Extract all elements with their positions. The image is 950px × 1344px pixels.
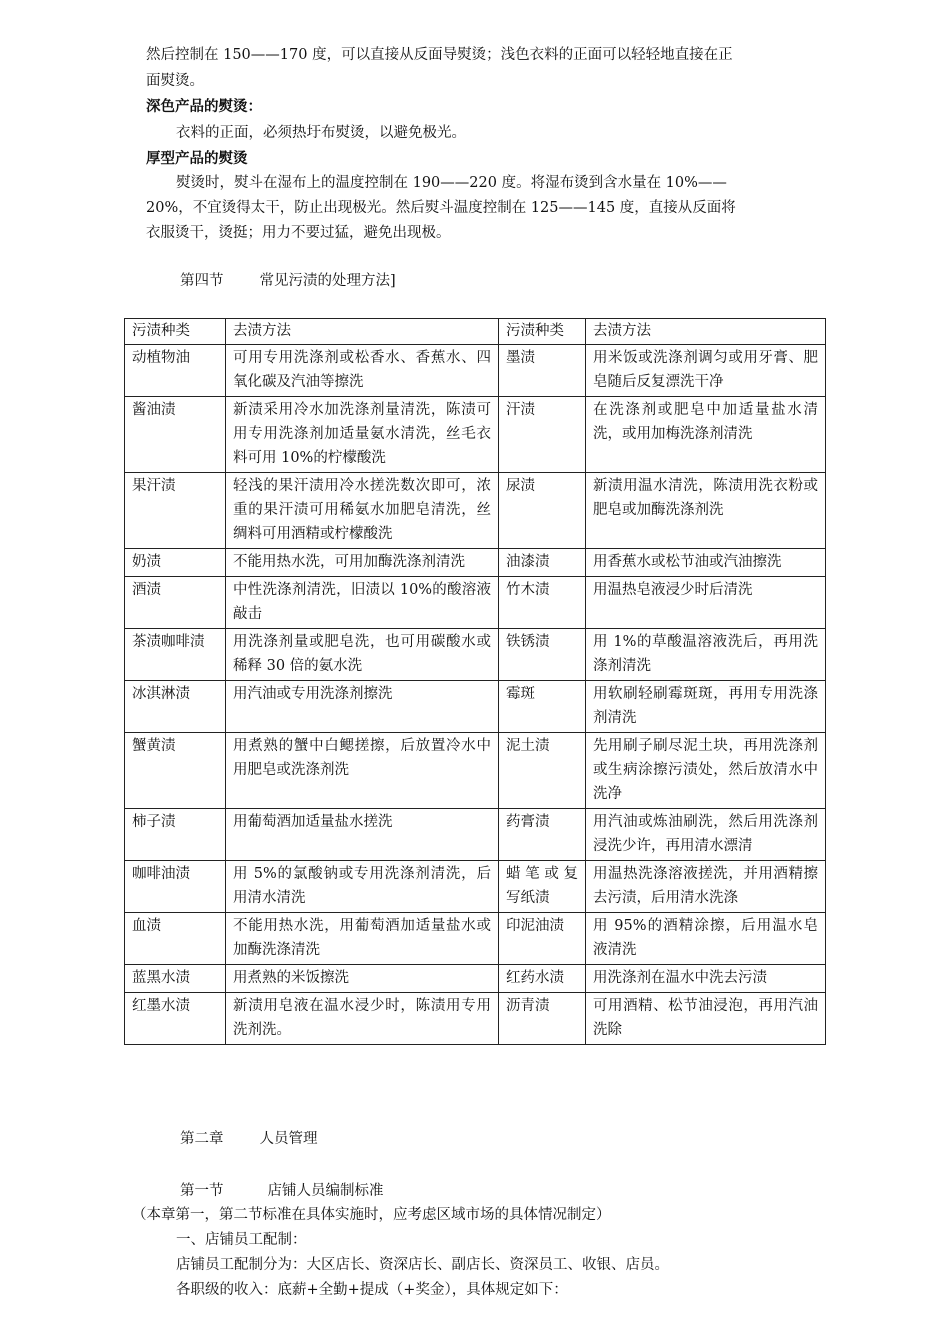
thick-fabric-line-2: 20%，不宜烫得太干，防止出现极光。然后熨斗温度控制在 125——145 度，直接从反面将 xyxy=(146,200,736,216)
stain-table-body xyxy=(125,319,826,1045)
stain-type-cell: 茶渍咖啡渍 xyxy=(125,629,226,681)
header-stain-type: 污渍种类 xyxy=(499,319,586,345)
table-row xyxy=(125,345,826,397)
section-1-title: 店铺人员编制标准 xyxy=(267,1183,384,1199)
chapter-2-number: 第二章 xyxy=(180,1131,224,1147)
header-removal-method: 去渍方法 xyxy=(586,319,826,345)
removal-method-cell: 用葡萄酒加适量盐水搓洗 xyxy=(226,809,499,861)
stain-type-cell: 蟹黄渍 xyxy=(125,733,226,809)
table-row xyxy=(125,549,826,577)
dark-fabric-text: 衣料的正面，必须热圩布熨烫，以避免极光。 xyxy=(176,125,466,141)
removal-method-cell: 用软刷轻刷霉斑斑，再用专用洗涤剂清洗 xyxy=(586,681,826,733)
table-row xyxy=(125,809,826,861)
removal-method-cell: 在洗涤剂或肥皂中加适量盐水清洗，或用加梅洗涤剂清洗 xyxy=(586,397,826,473)
table-row xyxy=(125,473,826,549)
removal-method-cell: 不能用热水洗，用葡萄酒加适量盐水或加酶洗涤清洗 xyxy=(226,913,499,965)
stain-type-cell: 动植物油 xyxy=(125,345,226,397)
removal-method-cell: 用洗涤剂在温水中洗去污渍 xyxy=(586,965,826,993)
removal-method-cell: 新渍用温水清洗，陈渍用洗衣粉或肥皂或加酶洗涤剂洗 xyxy=(586,473,826,549)
table-header-row xyxy=(125,319,826,345)
stain-type-cell: 果汗渍 xyxy=(125,473,226,549)
stain-type-cell: 印泥油渍 xyxy=(499,913,586,965)
removal-method-cell: 用 95%的酒精涂擦，后用温水皂液清洗 xyxy=(586,913,826,965)
section-1-number: 第一节 xyxy=(180,1183,224,1199)
removal-method-cell: 可用专用洗涤剂或松香水、香蕉水、四氧化碳及汽油等擦洗 xyxy=(226,345,499,397)
stain-type-cell: 酒渍 xyxy=(125,577,226,629)
thick-fabric-line-3: 衣服烫干，烫挺；用力不要过猛，避免出现极。 xyxy=(146,225,451,241)
section-4-number: 第四节 xyxy=(180,273,224,289)
removal-method-cell: 用香蕉水或松节油或汽油擦洗 xyxy=(586,549,826,577)
stain-type-cell: 咖啡油渍 xyxy=(125,861,226,913)
table-row xyxy=(125,577,826,629)
stain-type-cell: 冰淇淋渍 xyxy=(125,681,226,733)
stain-type-cell: 墨渍 xyxy=(499,345,586,397)
removal-method-cell: 用 1%的草酸温溶液洗后，再用洗涤剂清洗 xyxy=(586,629,826,681)
thick-fabric-line-1: 熨烫时，熨斗在湿布上的温度控制在 190——220 度。将湿布烫到含水量在 10%—— xyxy=(176,175,727,191)
section-1-heading xyxy=(180,1179,384,1203)
removal-method-cell: 用汽油或专用洗涤剂擦洗 xyxy=(226,681,499,733)
stain-type-cell: 柿子渍 xyxy=(125,809,226,861)
table-row xyxy=(125,861,826,913)
removal-method-cell: 先用刷子刷尽泥土块，再用洗涤剂或生病涂擦污渍处，然后放清水中洗净 xyxy=(586,733,826,809)
removal-method-cell: 新渍采用冷水加洗涤剂量清洗，陈渍可用专用洗涤剂加适量氨水清洗，丝毛衣料可用 10%的柠檬酸洗 xyxy=(226,397,499,473)
table-row xyxy=(125,733,826,809)
stain-type-cell: 竹木渍 xyxy=(499,577,586,629)
stain-type-cell: 汗渍 xyxy=(499,397,586,473)
header-stain-type: 污渍种类 xyxy=(125,319,226,345)
table-row xyxy=(125,629,826,681)
removal-method-cell: 用煮熟的蟹中白鳃搓擦，后放置冷水中用肥皂或洗涤剂洗 xyxy=(226,733,499,809)
table-row xyxy=(125,913,826,965)
stain-type-cell: 铁锈渍 xyxy=(499,629,586,681)
table-row xyxy=(125,965,826,993)
removal-method-cell: 用温热皂液浸少时后清洗 xyxy=(586,577,826,629)
section-4-heading xyxy=(180,269,396,293)
thick-fabric-heading: 厚型产品的熨烫 xyxy=(146,150,248,167)
staffing-line-2: 各职级的收入：底薪+全勤+提成（+奖金），具体规定如下： xyxy=(176,1282,568,1298)
stain-type-cell: 红墨水渍 xyxy=(125,993,226,1045)
section-4-title: 常见污渍的处理方法] xyxy=(259,273,396,289)
chapter-note: （本章第一，第二节标准在具体实施时，应考虑区域市场的具体情况制定） xyxy=(132,1207,611,1223)
stain-type-cell: 奶渍 xyxy=(125,549,226,577)
staffing-line-1: 店铺员工配制分为：大区店长、资深店长、副店长、资深员工、收银、店员。 xyxy=(176,1257,669,1273)
stain-type-cell: 尿渍 xyxy=(499,473,586,549)
removal-method-cell: 不能用热水洗，可用加酶洗涤剂清洗 xyxy=(226,549,499,577)
removal-method-cell: 用煮熟的米饭擦洗 xyxy=(226,965,499,993)
stain-type-cell: 酱油渍 xyxy=(125,397,226,473)
removal-method-cell: 用汽油或炼油刷洗，然后用洗涤剂浸洗少许，再用清水漂清 xyxy=(586,809,826,861)
table-row xyxy=(125,397,826,473)
table-row xyxy=(125,681,826,733)
removal-method-cell: 可用酒精、松节油浸泡，再用汽油洗除 xyxy=(586,993,826,1045)
removal-method-cell: 新渍用皂液在温水浸少时，陈渍用专用洗剂洗。 xyxy=(226,993,499,1045)
chapter-2-heading xyxy=(180,1127,318,1151)
header-removal-method: 去渍方法 xyxy=(226,319,499,345)
stain-type-cell: 霉斑 xyxy=(499,681,586,733)
staffing-heading: 一、店铺员工配制： xyxy=(176,1232,307,1248)
intro-line-1: 然后控制在 150——170 度，可以直接从反面导熨烫；浅色衣料的正面可以轻轻地直接在正 xyxy=(146,47,733,63)
stain-type-cell: 血渍 xyxy=(125,913,226,965)
stain-type-cell: 红药水渍 xyxy=(499,965,586,993)
stain-type-cell: 泥土渍 xyxy=(499,733,586,809)
stain-type-cell: 沥青渍 xyxy=(499,993,586,1045)
table-row xyxy=(125,993,826,1045)
stain-type-cell: 油漆渍 xyxy=(499,549,586,577)
removal-method-cell: 用 5%的氯酸钠或专用洗涤剂清洗，后用清水清洗 xyxy=(226,861,499,913)
stain-removal-table xyxy=(124,318,826,1045)
removal-method-cell: 轻浅的果汗渍用冷水搓洗数次即可，浓重的果汗渍可用稀氨水加肥皂清洗，丝绸料可用酒精或柠檬酸洗 xyxy=(226,473,499,549)
removal-method-cell: 用温热洗涤溶液搓洗，并用酒精擦去污渍，后用清水洗涤 xyxy=(586,861,826,913)
stain-type-cell: 蜡笔或复写纸渍 xyxy=(499,861,586,913)
dark-fabric-heading: 深色产品的熨烫： xyxy=(146,98,262,115)
stain-type-cell: 蓝黑水渍 xyxy=(125,965,226,993)
removal-method-cell: 中性洗涤剂清洗，旧渍以 10%的酸溶液敲击 xyxy=(226,577,499,629)
removal-method-cell: 用洗涤剂量或肥皂洗，也可用碳酸水或稀释 30 倍的氨水洗 xyxy=(226,629,499,681)
intro-line-2: 面熨烫。 xyxy=(146,73,204,89)
chapter-2-title: 人员管理 xyxy=(259,1131,318,1147)
stain-type-cell: 药膏渍 xyxy=(499,809,586,861)
removal-method-cell: 用米饭或洗涤剂调匀或用牙膏、肥皂随后反复漂洗干净 xyxy=(586,345,826,397)
